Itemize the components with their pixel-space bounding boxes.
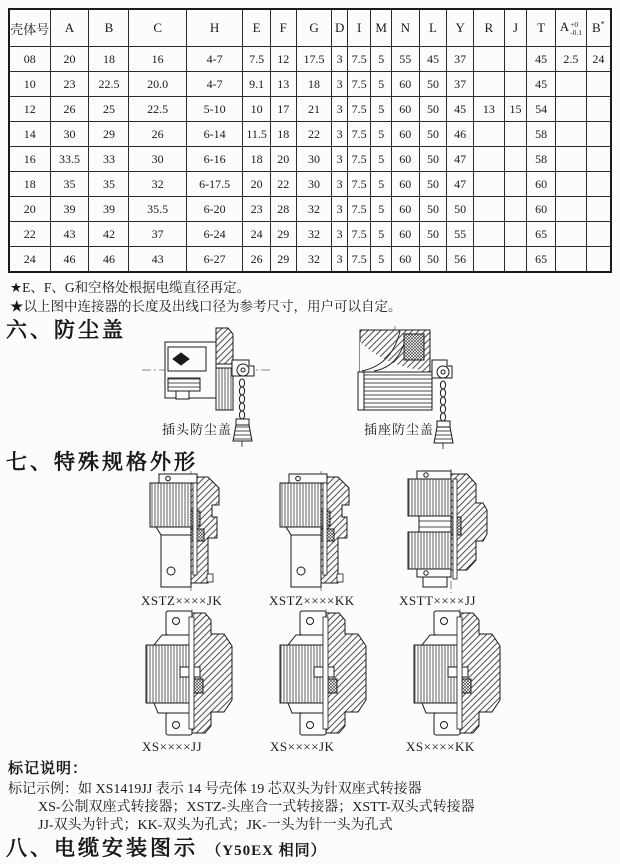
dimension-cell: 45: [447, 97, 474, 122]
dimension-cell: [555, 72, 586, 97]
dimension-cell: 35: [50, 172, 89, 197]
section-seven-heading: 七、特殊规格外形: [6, 450, 198, 474]
dimension-cell: 50: [447, 197, 474, 222]
dimension-cell: 26: [129, 122, 186, 147]
dimension-cell: 23: [50, 72, 89, 97]
dimension-cell: [504, 47, 527, 72]
dimension-cell: 7.5: [347, 147, 371, 172]
dimension-cell: 3: [332, 147, 347, 172]
dimension-cell: 5: [371, 72, 392, 97]
dimension-cell: 7.5: [347, 172, 371, 197]
dimension-cell: 60: [391, 172, 419, 197]
dimension-cell: 4-7: [186, 72, 242, 97]
dimension-cell: 46: [89, 247, 129, 273]
dimension-cell: 65: [527, 222, 556, 247]
connector-label: XSTT××××JJ: [399, 593, 476, 608]
column-header: L: [419, 9, 447, 47]
dimension-cell: [586, 197, 611, 222]
shell-number-cell: 14: [9, 122, 50, 147]
dimension-cell: 17.5: [296, 47, 332, 72]
table-row: [9, 172, 611, 197]
dimension-cell: 54: [527, 97, 556, 122]
dimension-cell: 60: [391, 97, 419, 122]
connector-figure-xstz-jk: [133, 471, 248, 591]
column-header: M: [371, 9, 392, 47]
dimension-cell: 4-7: [186, 47, 242, 72]
plug-dust-cap-caption: 插头防尘盖: [162, 422, 233, 437]
shell-number-cell: 12: [9, 97, 50, 122]
dimension-cell: 39: [89, 197, 129, 222]
dimension-cell: 50: [419, 72, 447, 97]
dimension-cell: 45: [527, 47, 556, 72]
dimension-cell: [473, 47, 504, 72]
dimension-cell: 22.5: [89, 72, 129, 97]
column-header: J: [504, 9, 527, 47]
dimension-cell: 18: [270, 122, 296, 147]
table-row: [9, 47, 611, 72]
dimension-cell: 50: [419, 147, 447, 172]
dimension-cell: 42: [89, 222, 129, 247]
dimension-cell: [586, 222, 611, 247]
column-header: D: [332, 9, 347, 47]
table-row: [9, 97, 611, 122]
dimension-cell: 32: [296, 247, 332, 273]
shell-number-cell: 24: [9, 247, 50, 273]
dimension-cell: 56: [447, 247, 474, 273]
dimension-cell: 6-20: [186, 197, 242, 222]
tolerance-lower: -0.1: [570, 27, 582, 37]
section-eight-subtitle: （Y50EX 相同）: [206, 843, 327, 859]
dimension-cell: 30: [296, 147, 332, 172]
dimension-cell: 24: [243, 222, 271, 247]
footnote: ★E、F、G和空格处根据电缆直径再定。: [10, 280, 251, 295]
dimension-cell: 45: [419, 47, 447, 72]
column-header: B: [89, 9, 129, 47]
dimension-cell: [504, 197, 527, 222]
dimension-cell: 7.5: [347, 247, 371, 273]
shell-number-cell: 08: [9, 47, 50, 72]
dimension-cell: 22.5: [129, 97, 186, 122]
dimension-cell: 47: [447, 147, 474, 172]
dimension-cell: 50: [419, 197, 447, 222]
dimension-cell: 5: [371, 97, 392, 122]
dimension-cell: 16: [129, 47, 186, 72]
dimension-cell: 2.5: [555, 47, 586, 72]
tolerance-stack: [570, 21, 582, 37]
dimension-cell: 7.5: [347, 47, 371, 72]
dimension-cell: 18: [243, 147, 271, 172]
dimension-cell: 3: [332, 72, 347, 97]
dimension-cell: [473, 122, 504, 147]
dimension-cell: 15: [504, 97, 527, 122]
dimension-cell: 30: [129, 147, 186, 172]
dimension-cell: 7.5: [347, 97, 371, 122]
column-header: G: [296, 9, 332, 47]
connector-figure-xstz-kk: [263, 471, 378, 591]
dimension-cell: 58: [527, 122, 556, 147]
dimension-cell: 3: [332, 222, 347, 247]
dimension-cell: 11.5: [243, 122, 271, 147]
dimension-cell: 35.5: [129, 197, 186, 222]
dimension-cell: 20.0: [129, 72, 186, 97]
dimension-cell: 5: [371, 122, 392, 147]
table-row: [9, 122, 611, 147]
dimension-cell: [473, 147, 504, 172]
dimension-cell: 60: [391, 122, 419, 147]
dimension-cell: 7.5: [347, 222, 371, 247]
dimension-cell: 50: [419, 172, 447, 197]
dimension-cell: 55: [447, 222, 474, 247]
dimension-cell: 60: [527, 197, 556, 222]
dimension-cell: 6-27: [186, 247, 242, 273]
dimension-cell: [555, 97, 586, 122]
column-header: N: [391, 9, 419, 47]
dimension-cell: 60: [391, 222, 419, 247]
dimension-cell: 50: [419, 122, 447, 147]
dimension-cell: 47: [447, 172, 474, 197]
dimension-cell: 43: [129, 247, 186, 273]
dimension-cell: [555, 197, 586, 222]
dimension-cell: 7.5: [243, 47, 271, 72]
dimension-cell: 5: [371, 147, 392, 172]
dimension-cell: 3: [332, 47, 347, 72]
dimension-cell: 6-17.5: [186, 172, 242, 197]
dimension-cell: 3: [332, 197, 347, 222]
connector-label: XS××××KK: [406, 739, 475, 754]
dimension-cell: 7.5: [347, 197, 371, 222]
dimension-cell: [473, 72, 504, 97]
dimension-cell: 30: [296, 172, 332, 197]
connector-label: XS××××JJ: [142, 739, 203, 754]
dimension-cell: 22: [270, 172, 296, 197]
dimension-cell: 60: [527, 172, 556, 197]
table-row: [9, 72, 611, 97]
dimension-cell: 45: [527, 72, 556, 97]
dimension-cell: 5: [371, 172, 392, 197]
dimension-cell: [504, 247, 527, 273]
column-header: 壳体号: [9, 9, 50, 47]
dimension-cell: [473, 247, 504, 273]
column-header: A: [50, 9, 89, 47]
dimension-cell: 26: [243, 247, 271, 273]
dimension-cell: 3: [332, 247, 347, 273]
dimension-cell: 5: [371, 247, 392, 273]
dimension-cell: [473, 222, 504, 247]
dimension-cell: [504, 222, 527, 247]
socket-dust-cap-caption: 插座防尘盖: [364, 422, 435, 437]
dimension-cell: 26: [50, 97, 89, 122]
tolerance-base: A: [559, 19, 570, 35]
dimension-cell: 29: [89, 122, 129, 147]
dimension-cell: 32: [296, 222, 332, 247]
dimension-cell: 5: [371, 222, 392, 247]
dimension-cell: 17: [270, 97, 296, 122]
column-header: H: [186, 9, 242, 47]
column-header: R: [473, 9, 504, 47]
dimension-cell: [504, 147, 527, 172]
dimension-cell: 12: [270, 47, 296, 72]
marking-line: JJ-双头为针式；KK-双头为孔式；JK-一头为针一头为孔式: [38, 818, 393, 833]
dimension-cell: 3: [332, 97, 347, 122]
dimension-cell: 29: [270, 222, 296, 247]
column-header-b-star: [586, 9, 611, 47]
dimension-cell: 32: [129, 172, 186, 197]
dimension-cell: [504, 72, 527, 97]
dimension-cell: [555, 172, 586, 197]
dimension-cell: [586, 147, 611, 172]
shell-number-cell: 20: [9, 197, 50, 222]
dimension-cell: 18: [296, 72, 332, 97]
dimension-cell: [504, 122, 527, 147]
dimension-cell: 46: [447, 122, 474, 147]
dimension-cell: 33: [89, 147, 129, 172]
dimension-cell: 60: [391, 197, 419, 222]
header-sup: *: [600, 19, 605, 29]
section-eight-title: 八、电缆安装图示: [6, 836, 198, 860]
dimension-cell: 60: [391, 147, 419, 172]
dimension-cell: 23: [243, 197, 271, 222]
dimension-cell: 5-10: [186, 97, 242, 122]
dimension-cell: 22: [296, 122, 332, 147]
table-row: [9, 147, 611, 172]
dimension-cell: 50: [419, 247, 447, 273]
dimension-cell: 37: [447, 47, 474, 72]
dimension-cell: 60: [391, 72, 419, 97]
shell-dimensions-table: [8, 8, 612, 273]
marking-line: 标记示例：如 XS1419JJ 表示 14 号壳体 19 芯双头为针双座式转接器: [8, 782, 422, 797]
dimension-cell: 50: [419, 222, 447, 247]
dimension-cell: 7.5: [347, 122, 371, 147]
connector-label: XSTZ××××JK: [141, 593, 223, 608]
dimension-cell: 18: [89, 47, 129, 72]
dimension-cell: 25: [89, 97, 129, 122]
column-header-a-tolerance: [555, 9, 586, 47]
dimension-cell: 43: [50, 222, 89, 247]
footnote: ★以上图中连接器的长度及出线口径为参考尺寸，用户可以自定。: [10, 298, 402, 314]
dimension-cell: 58: [527, 147, 556, 172]
shell-number-cell: 22: [9, 222, 50, 247]
dimension-cell: 35: [89, 172, 129, 197]
dimension-cell: 21: [296, 97, 332, 122]
dimension-cell: [555, 147, 586, 172]
dimension-cell: [473, 172, 504, 197]
dimension-cell: 39: [50, 197, 89, 222]
shell-number-cell: 16: [9, 147, 50, 172]
dimension-cell: 29: [270, 247, 296, 273]
connector-label: XS××××JK: [270, 739, 335, 754]
dimension-cell: [586, 97, 611, 122]
dimension-cell: 20: [243, 172, 271, 197]
dimension-cell: 6-24: [186, 222, 242, 247]
dimension-cell: 37: [129, 222, 186, 247]
dimension-cell: 33.5: [50, 147, 89, 172]
shell-number-cell: 10: [9, 72, 50, 97]
connector-label: XSTZ××××KK: [269, 593, 355, 608]
dimension-cell: [473, 197, 504, 222]
dimension-cell: 46: [50, 247, 89, 273]
dimension-cell: 20: [50, 47, 89, 72]
connector-figure-xstt-jj: [393, 469, 508, 593]
dimension-cell: 55: [391, 47, 419, 72]
dimension-cell: 5: [371, 47, 392, 72]
table-row: [9, 197, 611, 222]
dimension-cell: 6-14: [186, 122, 242, 147]
marking-notes-title: 标记说明：: [8, 761, 89, 777]
table-row: [9, 222, 611, 247]
dimension-cell: [586, 172, 611, 197]
dimension-cell: [586, 72, 611, 97]
dimension-cell: 60: [391, 247, 419, 273]
column-header: F: [270, 9, 296, 47]
section-six-heading: 六、防尘盖: [6, 318, 126, 342]
connector-figure-xs-kk: [396, 609, 521, 737]
connector-figure-xs-jj: [128, 609, 253, 737]
column-header: T: [527, 9, 556, 47]
dimension-cell: 13: [473, 97, 504, 122]
section-eight-heading: [6, 832, 327, 862]
dimension-cell: 65: [527, 247, 556, 273]
dimension-cell: [555, 122, 586, 147]
dimension-cell: 5: [371, 197, 392, 222]
dimension-cell: 30: [50, 122, 89, 147]
dimension-cell: 3: [332, 172, 347, 197]
marking-line: XS-公制双座式转接器；XSTZ-头座合一式转接器；XSTT-双头式转接器: [38, 800, 475, 815]
dimension-cell: 20: [270, 147, 296, 172]
connector-figure-xs-jk: [262, 609, 387, 737]
dimension-cell: 9.1: [243, 72, 271, 97]
dimension-cell: [555, 247, 586, 273]
dimension-cell: 32: [296, 197, 332, 222]
dimension-cell: 13: [270, 72, 296, 97]
dimension-cell: 24: [586, 47, 611, 72]
dimension-cell: 3: [332, 122, 347, 147]
table-header-row: [9, 9, 611, 47]
dimension-cell: 10: [243, 97, 271, 122]
dimension-cell: [586, 122, 611, 147]
tolerance-upper: +0: [570, 19, 579, 29]
shell-number-cell: 18: [9, 172, 50, 197]
dimension-cell: 28: [270, 197, 296, 222]
table-footnotes: [10, 279, 402, 316]
column-header: Y: [447, 9, 474, 47]
dimension-cell: [504, 172, 527, 197]
column-header: I: [347, 9, 371, 47]
dimension-cell: 7.5: [347, 72, 371, 97]
dimension-cell: [555, 222, 586, 247]
header-base: B: [592, 20, 601, 35]
table-row: [9, 247, 611, 273]
dimension-cell: 6-16: [186, 147, 242, 172]
dimension-cell: 50: [419, 97, 447, 122]
dimension-cell: 37: [447, 72, 474, 97]
dimension-cell: [586, 247, 611, 273]
column-header: E: [243, 9, 271, 47]
column-header: C: [129, 9, 186, 47]
